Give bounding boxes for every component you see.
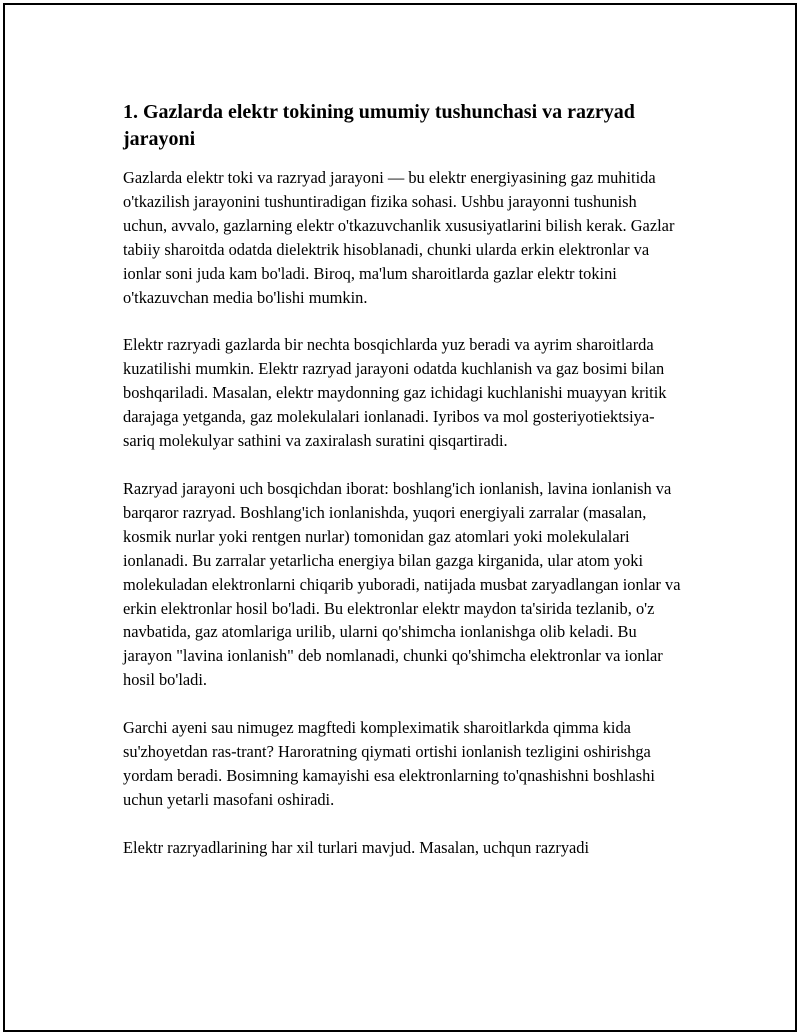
page-frame xyxy=(3,3,797,1032)
page-content xyxy=(123,99,683,884)
section-heading: 1. Gazlarda elektr tokining umumiy tushunchasi va razryad jarayoni xyxy=(123,101,635,150)
paragraph-5: Elektr razryadlarining har xil turlari mavjud. Masalan, uchqun razryadi xyxy=(123,837,590,857)
paragraph-4: Garchi ayeni sau nimugez magftedi kompleximatik sharoitlarkda qimma kida su'zhoyetdan ras-trant? Haroratning qiymati ortishi ionlanish tezligini oshirishga yordam beradi. Bosimning kamayishi esa elektronlarning to'qnashishni boshlashi uchun yetarli masofani oshiradi. xyxy=(123,718,655,809)
paragraph-3: Razryad jarayoni uch bosqichdan iborat: boshlang'ich ionlanish, lavina ionlanish va barqaror razryad. Boshlang'ich ionlanishda, yuqori energiyali zarralar (masalan, kosmik nurlar yoki rentgen nurlar) tomonidan gaz atomlari yoki molekulalari ionlanadi. Bu zarralar yetarlicha energiya bilan gazga kirganida, ular atom yoki molekuladan elektronlarni chiqarib yuboradi, natijada musbat zaryadlangan ionlar va erkin elektronlar hosil bo'ladi. Bu elektronlar elektr maydon ta'sirida tezlanib, o'z navbatida, gaz atomlariga urilib, ularni qo'shimcha ionlanishga olib keladi. Bu jarayon "lavina ionlanish" deb nomlanadi, chunki qo'shimcha elektronlar va ionlar hosil bo'ladi. xyxy=(123,478,681,690)
paragraph-1: Gazlarda elektr toki va razryad jarayoni — bu elektr energiyasining gaz muhitida o'tkazilish jarayonini tushuntiradigan fizika sohasi. Ushbu jarayonni tushunish uchun, avvalo, gazlarning elektr o'tkazuvchanlik xususiyatlarini bilish kerak. Gazlar tabiiy sharoitda odatda dielektrik hisoblanadi, chunki ularda erkin elektronlar va ionlar soni juda kam bo'ladi. Biroq, ma'lum sharoitlarda gazlar elektr tokini o'tkazuvchan media bo'lishi mumkin. xyxy=(123,168,675,307)
paragraph-2: Elektr razryadi gazlarda bir nechta bosqichlarda yuz beradi va ayrim sharoitlarda kuzatilishi mumkin. Elektr razryad jarayoni odatda kuchlanish va gaz bosimi bilan boshqariladi. Masalan, elektr maydonning gaz ichidagi kuchlanishi muayyan kritik darajaga yetganda, gaz molekulalari ionlanadi. Iyribos va mol gosteriyotiektsiya-sariq molekulyar sathini va zaxiralash suratini qisqartiradi. xyxy=(123,335,667,451)
